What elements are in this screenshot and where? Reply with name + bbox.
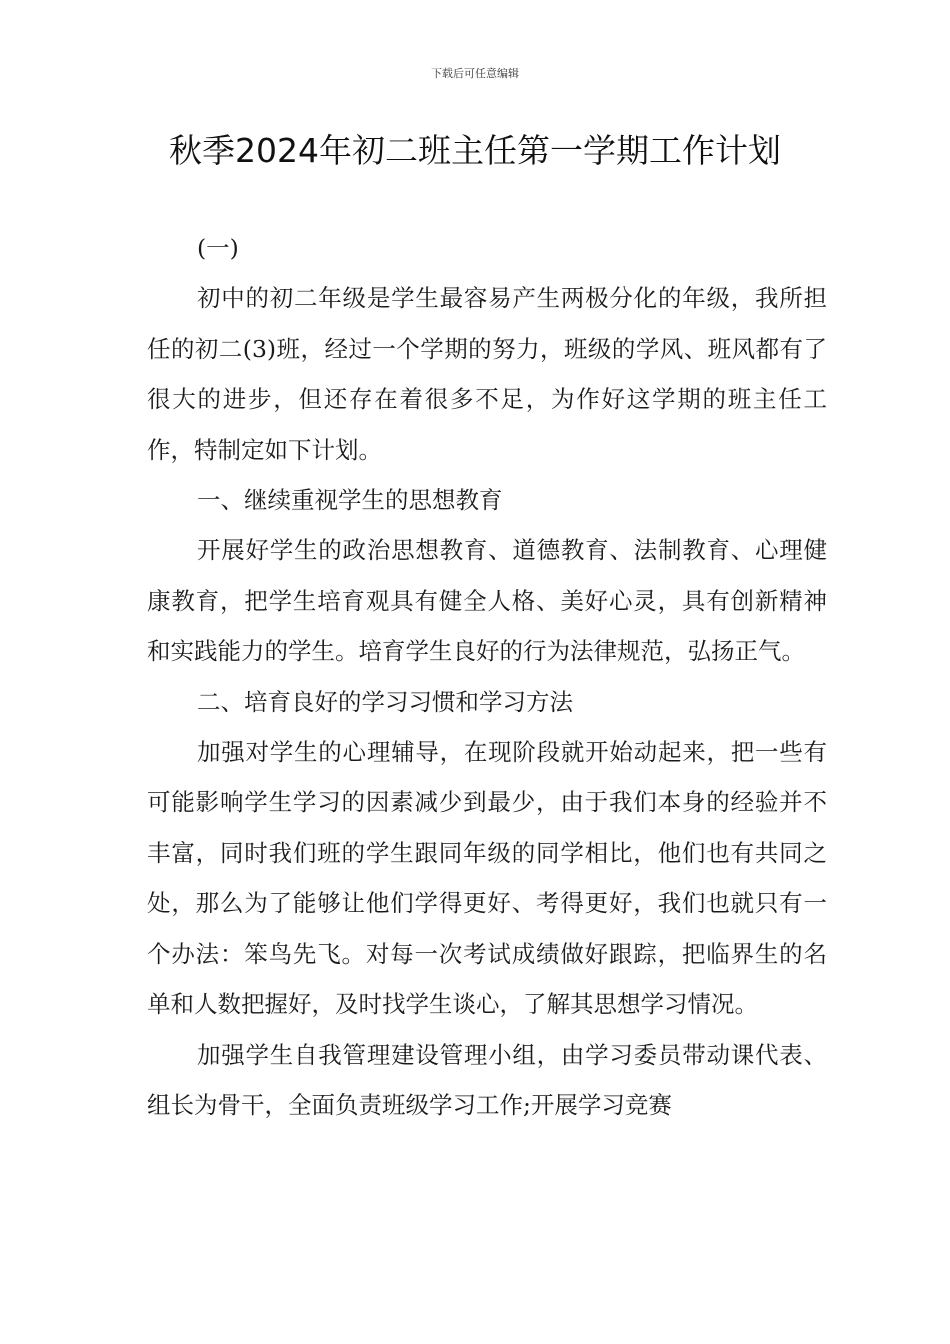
paragraph-moral-education: 开展好学生的政治思想教育、道德教育、法制教育、心理健康教育，把学生培育观具有健全人格、美好心灵，具有创新精神和实践能力的学生。培育学生良好的行为法律规范，弘扬正气。 — [147, 536, 827, 666]
paragraph-psychological-guidance: 加强对学生的心理辅导，在现阶段就开始动起来，把一些有可能影响学生学习的因素减少到最少，由于我们本身的经验并不丰富，同时我们班的学生跟同年级的同学相比，他们也有共同之处，那么为了能够让他们学得更好、考得更好，我们也就只有一个办法：笨鸟先飞。对每一次考试成绩做好跟踪，把临界生的名单和人数把握好，及时找学生谈心，了解其思想学习情况。 — [147, 738, 827, 1019]
document-body — [147, 223, 827, 1130]
section-heading-1: 一、继续重视学生的思想教育 — [197, 486, 503, 515]
intro-paragraph: 初中的初二年级是学生最容易产生两极分化的年级，我所担任的初二(3)班，经过一个学期的努力，班级的学风、班风都有了很大的进步，但还存在着很多不足，为作好这学期的班主任工作，特制定如下计划。 — [147, 284, 827, 464]
header-note: 下载后可任意编辑 — [431, 67, 519, 80]
document-title: 秋季2024年初二班主任第一学期工作计划 — [169, 131, 781, 170]
section-heading-2: 二、培育良好的学习习惯和学习方法 — [197, 687, 573, 716]
paragraph-self-management: 加强学生自我管理建设管理小组，由学习委员带动课代表、组长为骨干，全面负责班级学习工作;开展学习竞赛 — [147, 1040, 827, 1119]
section-marker: (一) — [197, 234, 239, 262]
